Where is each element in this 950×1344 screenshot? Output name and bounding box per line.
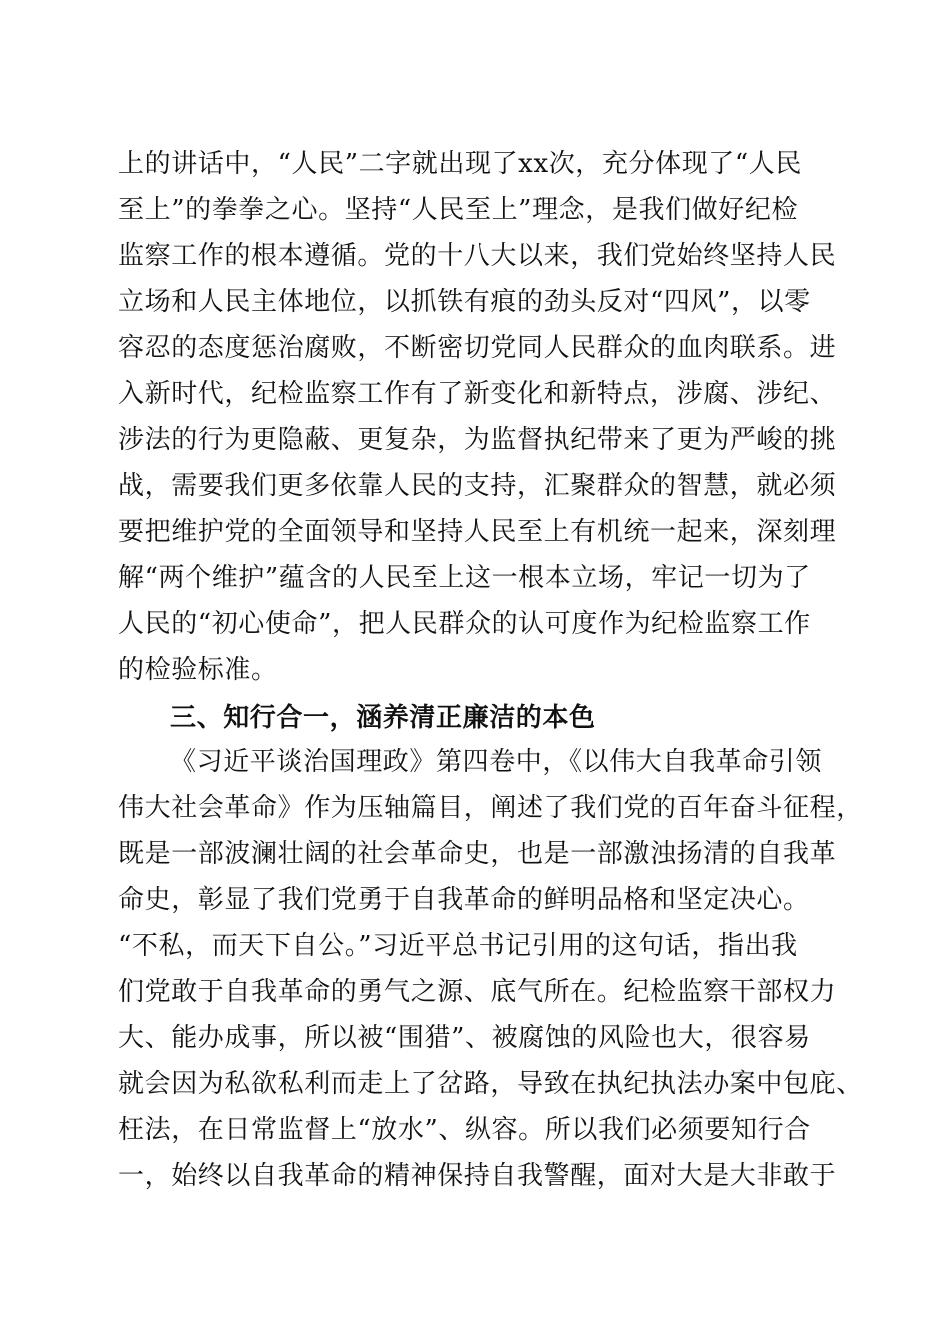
section-heading: 三、知行合一，涵养清正廉洁的本色 (170, 703, 596, 733)
body-text-line: 的检验标准。 (118, 655, 278, 685)
body-text-line: 就会因为私欲私利而走上了岔路，导致在执纪执法办案中包庇、 (118, 1069, 863, 1099)
body-text-line: 一，始终以自我革命的精神保持自我警醒，面对大是大非敢于 (118, 1161, 837, 1191)
body-text-line: 《习近平谈治国理政》第四卷中，《以伟大自我革命引领 (170, 747, 823, 777)
body-text-line: 大、能办成事，所以被“围猎”、被腐蚀的风险也大，很容易 (118, 1023, 811, 1053)
body-text-line: 命史，彰显了我们党勇于自我革命的鲜明品格和坚定决心。 (118, 885, 810, 915)
body-text-line: 们党敢于自我革命的勇气之源、底气所在。纪检监察干部权力 (118, 977, 837, 1007)
body-text-line: 伟大社会革命》作为压轴篇目，阐述了我们党的百年奋斗征程， (118, 793, 863, 823)
body-text-line: 监察工作的根本遵循。党的十八大以来，我们党始终坚持人民 (118, 241, 837, 271)
body-text-line: 上的讲话中，“人民”二字就出现了xx次，充分体现了“人民 (118, 149, 803, 179)
body-text-line: 至上”的拳拳之心。坚持“人民至上”理念，是我们做好纪检 (118, 195, 799, 225)
body-text-line: 战，需要我们更多依靠人民的支持，汇聚群众的智慧，就必须 (118, 471, 837, 501)
body-text-line: 涉法的行为更隐蔽、更复杂，为监督执纪带来了更为严峻的挑 (118, 425, 837, 455)
body-text-line: 解“两个维护”蕴含的人民至上这一根本立场，牢记一切为了 (118, 563, 811, 593)
body-text-line: 立场和人民主体地位，以抓铁有痕的劲头反对“四风”，以零 (118, 287, 811, 317)
body-text-line: 要把维护党的全面领导和坚持人民至上有机统一起来，深刻理 (118, 517, 837, 547)
body-text-line: 入新时代，纪检监察工作有了新变化和新特点，涉腐、涉纪、 (118, 379, 837, 409)
body-text-line: 既是一部波澜壮阔的社会革命史，也是一部激浊扬清的自我革 (118, 839, 837, 869)
body-text-line: “不私，而天下自公。”习近平总书记引用的这句话，指出我 (118, 931, 798, 961)
body-text-line: 人民的“初心使命”，把人民群众的认可度作为纪检监察工作 (118, 609, 811, 639)
body-text-line: 枉法，在日常监督上“放水”、纵容。所以我们必须要知行合 (118, 1115, 811, 1145)
body-text-line: 容忍的态度惩治腐败，不断密切党同人民群众的血肉联系。进 (118, 333, 837, 363)
